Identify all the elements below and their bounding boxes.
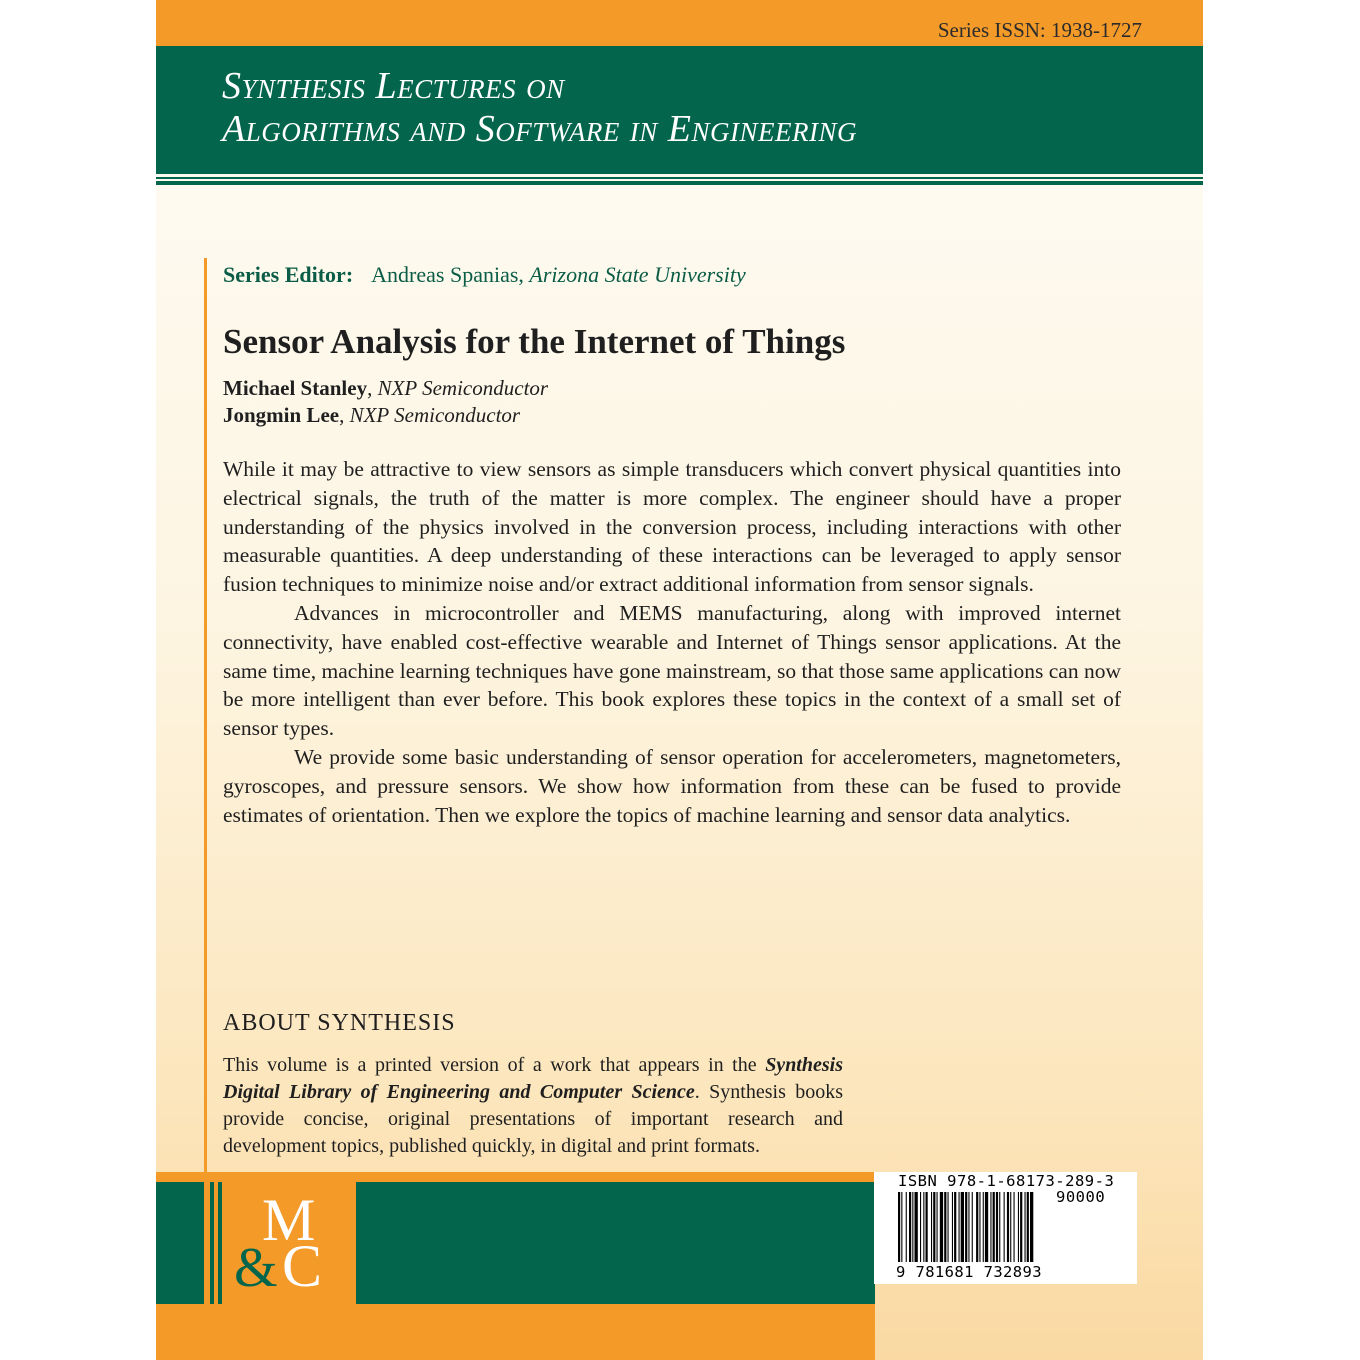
barcode-bar [965,1192,967,1262]
barcode-bar [940,1192,943,1262]
barcode-bar [1014,1192,1015,1262]
barcode-bar [944,1192,946,1262]
publisher-logo [222,1182,356,1304]
series-editor-affiliation: Arizona State University [529,262,746,287]
series-title-line-1: Synthesis Lectures on [222,65,565,107]
barcode-bar [954,1192,956,1262]
barcode-bar [996,1192,998,1262]
abstract-paragraph: While it may be attractive to view sensors as simple transducers which convert physical quantities into electrical signals, the truth of the matter is more complex. The engineer should have a proper understanding of the physics involved in the conversion process, including interactions with other measurable quantities. A deep understanding of these interactions can be leveraged to apply sensor fusion techniques to minimize noise and/or extract additional information from sensor signals. [223,457,1121,597]
about-text-end: . Synthesis books provide concise, original presentations of important research and development topics, published quickly, in digital and print formats. [223,1081,843,1157]
author-affiliation: NXP Semiconductor [377,376,549,400]
price-addon: 90000 [1056,1188,1106,1206]
barcode-bar [952,1192,953,1262]
barcode-bar [931,1192,932,1262]
barcode-bar [1025,1192,1026,1262]
series-editor [223,262,746,288]
barcode-bar [979,1192,980,1262]
logo-stripe [214,1182,218,1304]
barcode-bar [926,1192,928,1262]
ean-digits: 9 781681 732893 [896,1263,1042,1281]
divider-rule-thin [156,177,1203,179]
book-abstract [223,455,1121,829]
top-orange-band [156,0,1203,46]
series-editor-name: Andreas Spanias, [371,262,524,287]
series-issn: Series ISSN: 1938-1727 [937,18,1142,42]
barcode-bar [1018,1192,1019,1262]
barcode-bar [909,1192,911,1262]
barcode-bar [976,1192,978,1262]
barcode-bar [912,1192,913,1262]
abstract-paragraph: Advances in microcontroller and MEMS manufacturing, along with improved internet connectivity, have enabled cost-effective wearable and Internet of Things sensor applications. At the same time, machine learning techniques have gone mainstream, so that those same applications can now be more intelligent than ever before. This book explores these topics in the context of a small set of sensor types. [223,600,1121,741]
abstract-paragraph: We provide some basic understanding of sensor operation for accelerometers, magnetometers, gyroscopes, and pressure sensors. We show how information from these can be fused to provide estimates of orientation. Then we explore the topics of machine learning and sensor data analytics. [223,744,1121,827]
barcode-bar [968,1192,969,1262]
barcode-bar [948,1192,949,1262]
side-orange-rule [204,258,207,1178]
series-editor-label: Series Editor: [223,262,354,287]
barcode-bar [933,1192,935,1262]
bottom-orange-band [156,1304,875,1360]
library-name: Synthesis Digital Library of Engineering and Computer Science [223,1054,843,1103]
barcode-bars [896,1192,1126,1264]
logo-letter-c: C [282,1233,323,1299]
logo-stripe [204,1182,210,1304]
barcode-bar [1010,1192,1011,1262]
barcode-bar [915,1192,918,1262]
barcode-bar [1004,1192,1005,1262]
barcode-bar [1007,1192,1009,1262]
barcode-bar [961,1192,964,1262]
barcode-bar [983,1192,984,1262]
barcode-bar [972,1192,973,1262]
about-synthesis-heading: ABOUT SYNTHESIS [223,1010,456,1036]
series-title-line-2: Algorithms and Software in Engineering [222,108,858,150]
author-name: Jongmin Lee [223,403,340,427]
barcode-bar [1030,1192,1033,1262]
about-text-start: This volume is a printed version of a work that appears in the [223,1054,766,1076]
barcode-bar [993,1192,995,1262]
barcode-bar [959,1192,960,1262]
barcode-bar [937,1192,938,1262]
logo-ampersand: & [234,1237,278,1299]
barcode-bar [906,1192,907,1262]
barcode-bar [901,1192,902,1262]
barcode-bar [923,1192,924,1262]
isbn-number: ISBN 978-1-68173-289-3 [898,1172,1115,1190]
barcode-bar [1020,1192,1022,1262]
logo-letter-m: M [262,1187,316,1253]
about-synthesis-text [223,1052,843,1160]
divider-rule-thick [156,181,1203,185]
barcode-bar [999,1192,1000,1262]
author-line: Jongmin Lee, NXP Semiconductor [223,403,521,427]
barcode-bar [1027,1192,1029,1262]
barcode-bar [920,1192,921,1262]
author-name: Michael Stanley [223,376,368,400]
book-title: Sensor Analysis for the Internet of Things [223,322,846,361]
author-affiliation: NXP Semiconductor [349,403,521,427]
book-back-cover [156,0,1203,1360]
barcode-bar [985,1192,988,1262]
author-line: Michael Stanley, NXP Semiconductor [223,376,549,400]
barcode-bar [898,1192,900,1262]
bottom-orange-strip [156,1172,875,1182]
barcode-bar [990,1192,991,1262]
isbn-barcode [874,1172,1137,1284]
